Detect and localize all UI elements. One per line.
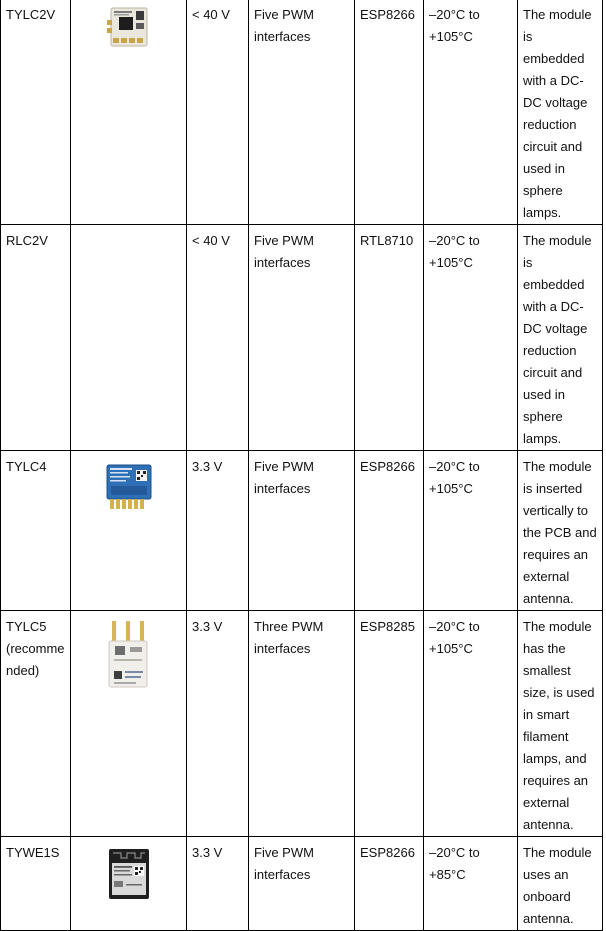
tywe1s-module-image [104,847,154,901]
voltage-cell: < 40 V [187,225,249,451]
description-cell: The module is embedded with a DC-DC voltage reduction circuit and used in sphere lamps. [518,225,603,451]
voltage-cell: 3.3 V [187,837,249,931]
temperature-cell: –20°C to +85°C [424,837,518,931]
temperature-cell: –20°C to +105°C [424,225,518,451]
temperature-cell: –20°C to +105°C [424,0,518,225]
model-cell: RLC2V [1,225,71,451]
model-cell: TYLC4 [1,451,71,611]
module-image-cell [71,451,187,611]
table-row [1,451,603,611]
temperature-cell: –20°C to +105°C [424,611,518,837]
pwm-cell: Three PWM interfaces [249,611,355,837]
pwm-cell: Five PWM interfaces [249,837,355,931]
description-cell: The module has the smallest size, is used in smart filament lamps, and requires an external antenna. [518,611,603,837]
table-row [1,0,603,225]
voltage-cell: 3.3 V [187,451,249,611]
pwm-cell: Five PWM interfaces [249,225,355,451]
chip-cell: ESP8285 [355,611,424,837]
chip-cell: RTL8710 [355,225,424,451]
temperature-cell: –20°C to +105°C [424,451,518,611]
tylc5-module-image [106,619,152,691]
module-image-cell [71,225,187,451]
module-image-cell [71,837,187,931]
description-cell: The module is embedded with a DC-DC voltage reduction circuit and used in sphere lamps. [518,0,603,225]
description-cell: The module uses an onboard antenna. [518,837,603,931]
voltage-cell: 3.3 V [187,611,249,837]
model-cell: TYLC2V [1,0,71,225]
pwm-cell: Five PWM interfaces [249,451,355,611]
voltage-cell: < 40 V [187,0,249,225]
pwm-cell: Five PWM interfaces [249,0,355,225]
description-cell: The module is inserted vertically to the PCB and requires an external antenna. [518,451,603,611]
tylc2v-module-image [105,4,153,52]
table-row [1,837,603,931]
chip-cell: ESP8266 [355,0,424,225]
chip-cell: ESP8266 [355,837,424,931]
module-image-cell [71,0,187,225]
table-row [1,225,603,451]
model-cell: TYWE1S [1,837,71,931]
model-cell: TYLC5 (recommended) [1,611,71,837]
tylc4-module-image [101,461,157,517]
module-image-cell [71,611,187,837]
chip-cell: ESP8266 [355,451,424,611]
table-row [1,611,603,837]
